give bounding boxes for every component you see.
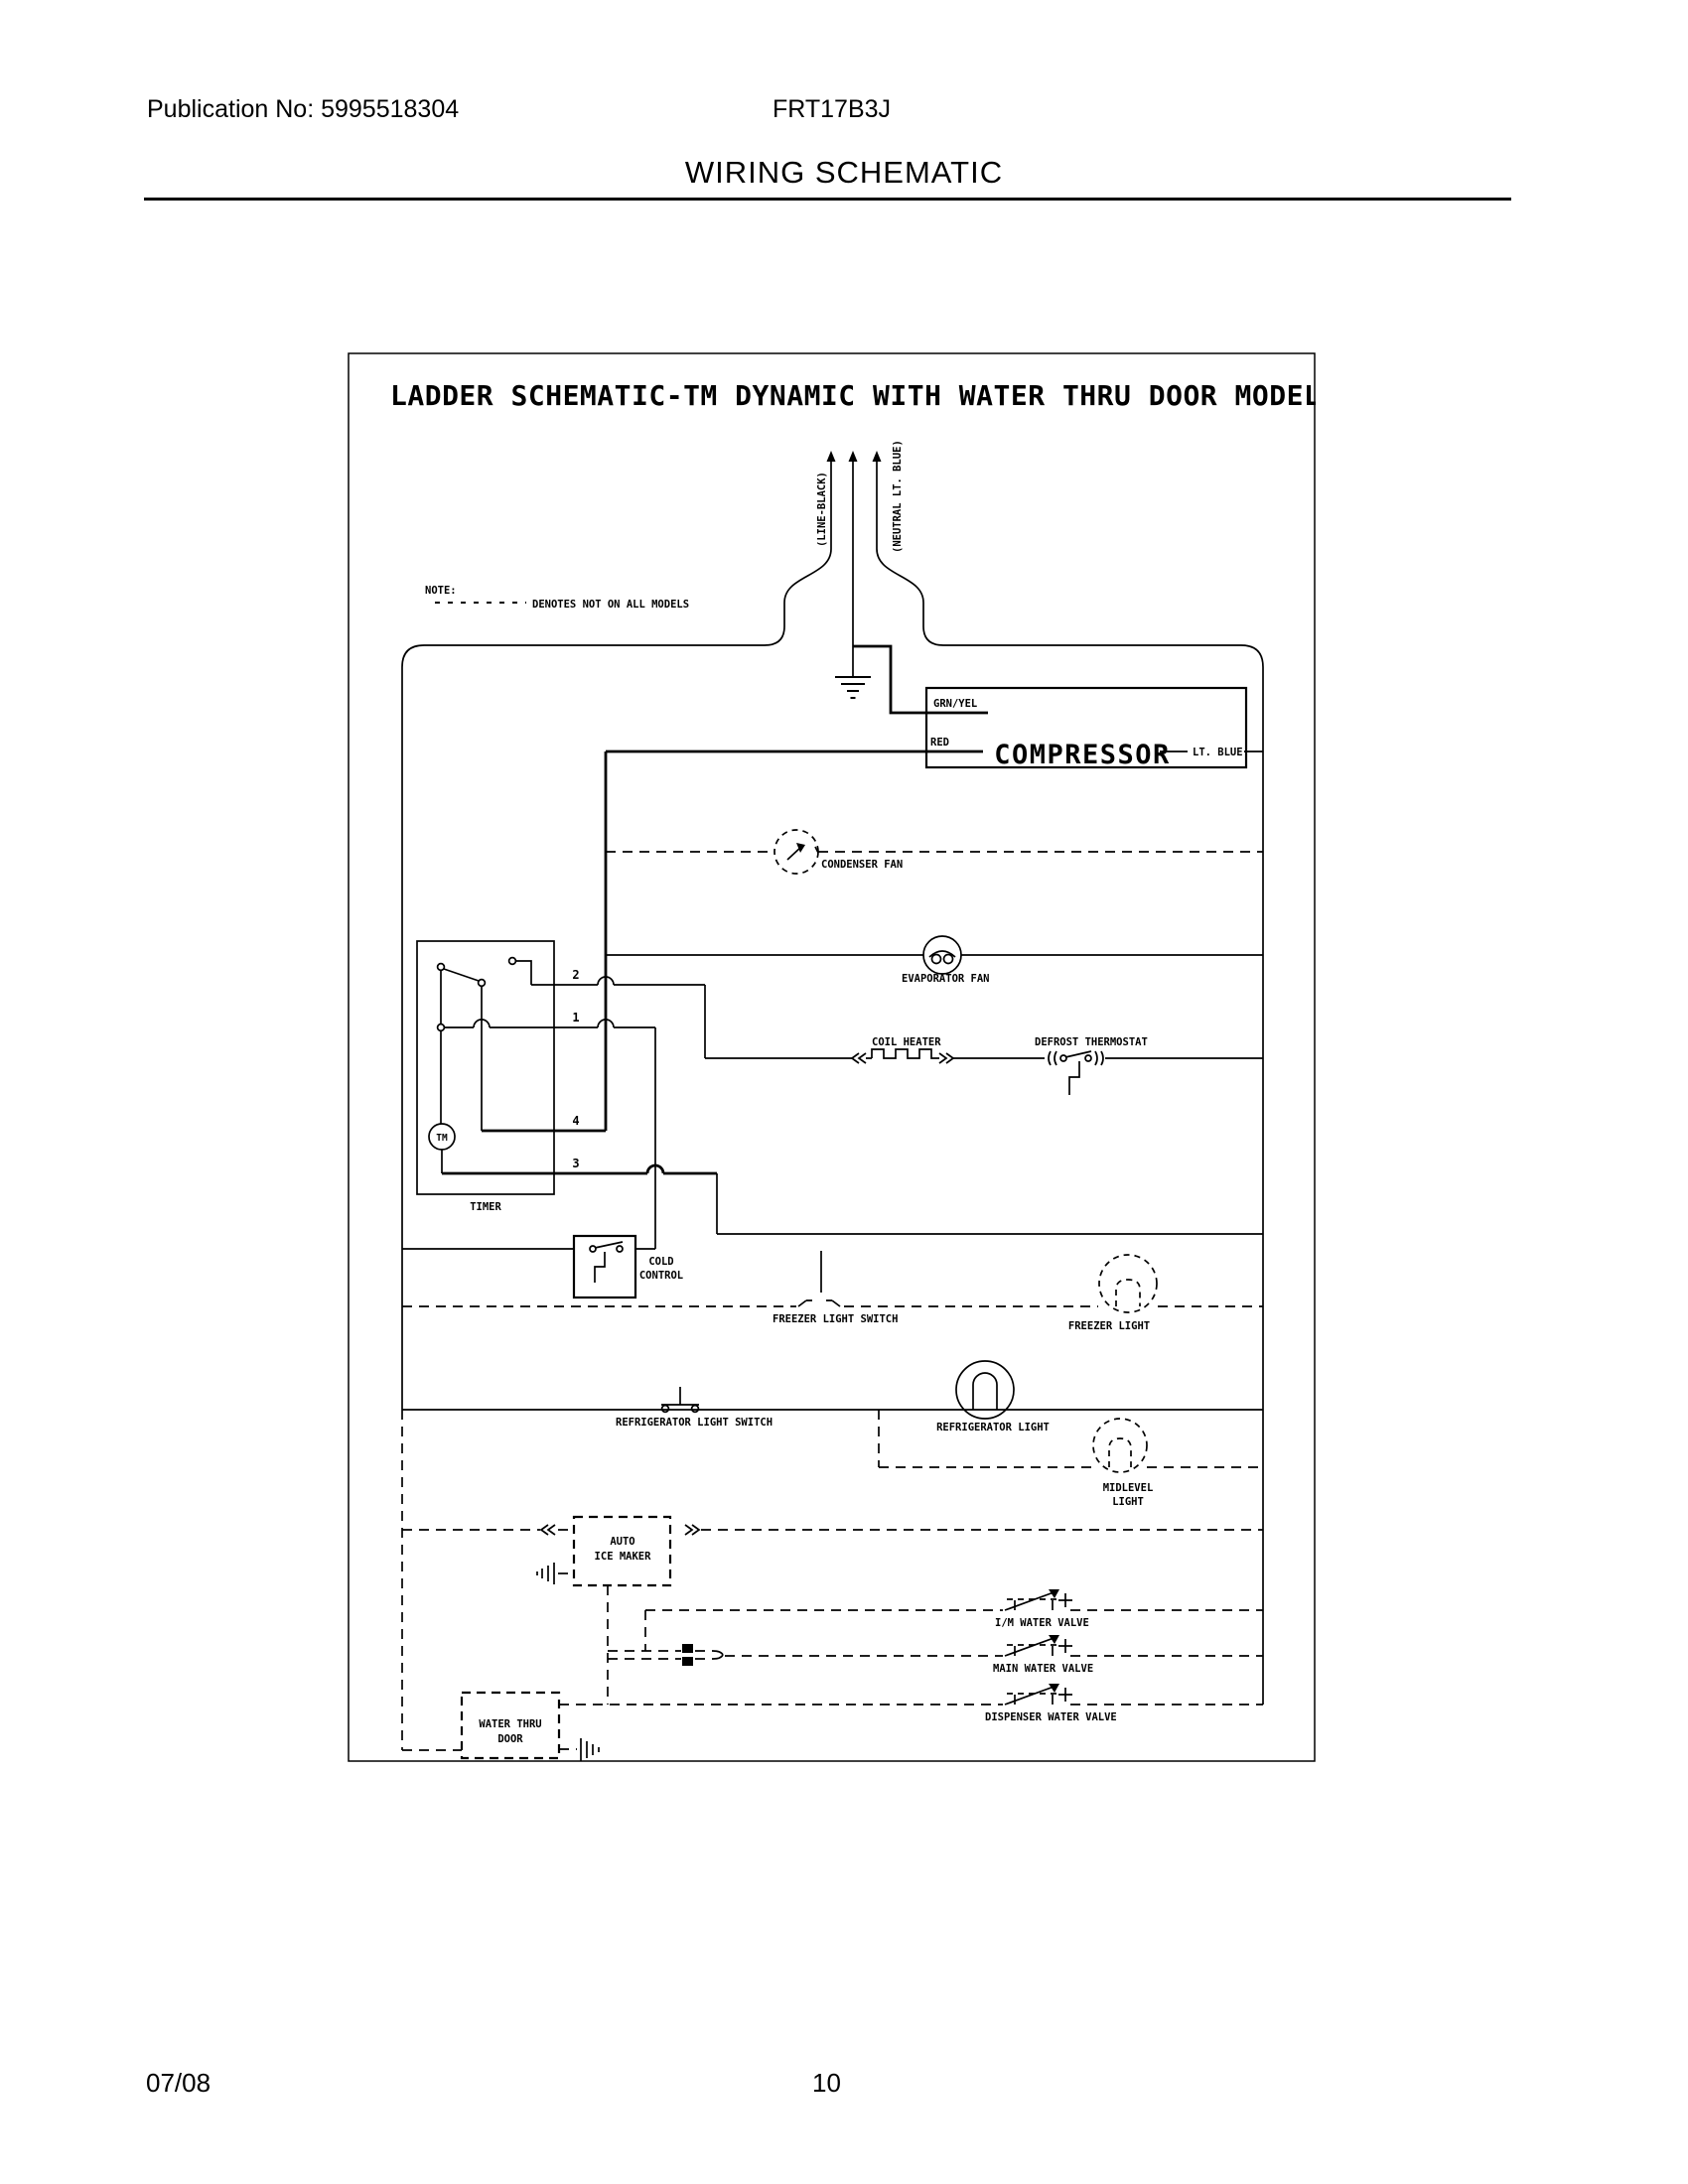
coil-heater-label: COIL HEATER	[872, 1036, 941, 1048]
arrow-up-icon	[849, 451, 858, 462]
timer-terminal-2: 2	[572, 968, 580, 982]
coil-heater-icon	[866, 1049, 939, 1058]
defrost-thermostat-label: DEFROST THERMOSTAT	[1035, 1036, 1148, 1048]
refrigerator-light-circuit	[402, 1361, 1263, 1467]
freezer-light-switch-icon	[798, 1251, 840, 1306]
compressor-neutral-wire-label: LT. BLUE	[1193, 747, 1243, 758]
page-title: WIRING SCHEMATIC	[684, 155, 1004, 190]
timer-terminal-3: 3	[572, 1157, 580, 1170]
note-text: DENOTES NOT ON ALL MODELS	[532, 599, 690, 611]
harness-connector	[608, 1610, 723, 1666]
plug-connector-icon	[541, 1525, 555, 1535]
midlevel-light-bulb-icon	[1093, 1419, 1147, 1472]
dispenser-water-valve-icon	[1005, 1684, 1072, 1705]
connector-pin-icon	[682, 1657, 693, 1666]
im-water-valve-icon	[1005, 1589, 1072, 1610]
cold-control	[402, 1236, 683, 1297]
timer-switch-blade	[444, 969, 479, 981]
compressor-label: COMPRESSOR	[994, 740, 1171, 770]
timer-motor-label: TM	[436, 1133, 448, 1144]
power-supply	[402, 440, 1263, 698]
main-water-valve-circuit	[725, 1635, 1263, 1675]
model-number: FRT17B3J	[773, 95, 892, 123]
evaporator-fan-label: EVAPORATOR FAN	[902, 973, 990, 985]
defrost-circuit	[705, 985, 1263, 1095]
im-water-valve-label: I/M WATER VALVE	[995, 1617, 1089, 1629]
water-thru-door-label-line1: WATER THRU	[479, 1718, 542, 1730]
timer-label: TIMER	[470, 1201, 501, 1213]
evaporator-fan-motor-icon	[923, 936, 961, 974]
wiring-schematic-diagram	[348, 352, 1316, 1762]
compressor	[606, 646, 1263, 770]
evaporator-fan-circuit	[606, 936, 1263, 985]
compressor-run-wire-label: RED	[930, 737, 949, 749]
condenser-fan-label: CONDENSER FAN	[821, 859, 904, 871]
freezer-light-switch-label: FREEZER LIGHT SWITCH	[773, 1313, 899, 1325]
publication-number: Publication No: 5995518304	[147, 95, 460, 123]
plug-connector-icon	[1049, 1051, 1056, 1065]
timer-terminal-1-wire	[444, 1020, 655, 1027]
refrigerator-light-switch-label: REFRIGERATOR LIGHT SWITCH	[616, 1417, 774, 1429]
plug-connector-icon	[1095, 1051, 1103, 1065]
dispenser-water-valve-label: DISPENSER WATER VALVE	[985, 1711, 1117, 1723]
ground-icon	[581, 1738, 599, 1761]
arrow-up-icon	[827, 451, 836, 462]
footer-page-number: 10	[812, 2068, 841, 2098]
timer-box	[417, 941, 554, 1194]
im-water-valve-circuit	[645, 1589, 1263, 1629]
dispenser-water-valve-circuit	[559, 1684, 1263, 1723]
timer-motor-return-wire	[717, 1173, 1263, 1234]
water-thru-door-label-line2: DOOR	[497, 1733, 523, 1745]
freezer-light-circuit	[402, 1251, 1263, 1332]
diagram-border	[349, 353, 1315, 1761]
line-black-label: (LINE-BLACK)	[816, 472, 828, 547]
thermostat-bulb-lead	[1069, 1061, 1079, 1095]
schematic-title: LADDER SCHEMATIC-TM DYNAMIC WITH WATER THRU DOOR MODELS	[390, 379, 1316, 412]
ground-icon	[537, 1563, 554, 1584]
freezer-light-label: FREEZER LIGHT	[1067, 1320, 1151, 1332]
condenser-fan-circuit	[606, 830, 1263, 874]
arrow-up-icon	[873, 451, 882, 462]
refrigerator-light-switch-icon	[661, 1387, 699, 1412]
neutral-blue-label: (NEUTRAL LT. BLUE)	[892, 440, 904, 553]
footer-date: 07/08	[146, 2068, 211, 2098]
connector-merge-bracket	[713, 1651, 723, 1659]
timer-terminal-2-wire	[531, 977, 705, 985]
midlevel-light-label-line1: MIDLEVEL	[1102, 1482, 1154, 1494]
ground-icon	[835, 677, 871, 698]
compressor-ground-wire-label: GRN/YEL	[933, 698, 978, 710]
header-rule	[144, 198, 1511, 201]
note-block	[425, 585, 689, 611]
thermostat-contact-icon	[1065, 1051, 1091, 1057]
midlevel-light-label-line2: LIGHT	[1112, 1496, 1144, 1508]
freezer-light-bulb-icon	[1099, 1255, 1157, 1312]
plug-connector-icon	[685, 1525, 699, 1535]
refrigerator-light-label: REFRIGERATOR LIGHT	[936, 1422, 1050, 1433]
main-water-valve-icon	[1005, 1635, 1072, 1656]
cold-control-label-line2: CONTROL	[638, 1270, 684, 1282]
connector-pin-icon	[682, 1644, 693, 1653]
timer-terminal-1: 1	[572, 1011, 580, 1024]
ice-maker-label-line2: ICE MAKER	[594, 1551, 651, 1563]
ladder-schematic	[348, 352, 1316, 1762]
main-water-valve-label: MAIN WATER VALVE	[993, 1663, 1094, 1675]
timer-terminal-4: 4	[572, 1114, 580, 1128]
cold-control-label-line1: COLD	[648, 1256, 674, 1268]
plug-connector-icon	[939, 1053, 953, 1063]
water-thru-door	[402, 1693, 599, 1761]
defrost-timer	[417, 941, 1263, 1249]
note-label: NOTE:	[425, 585, 457, 597]
plug-connector-icon	[852, 1053, 866, 1063]
ice-maker-label-line1: AUTO	[610, 1536, 635, 1548]
